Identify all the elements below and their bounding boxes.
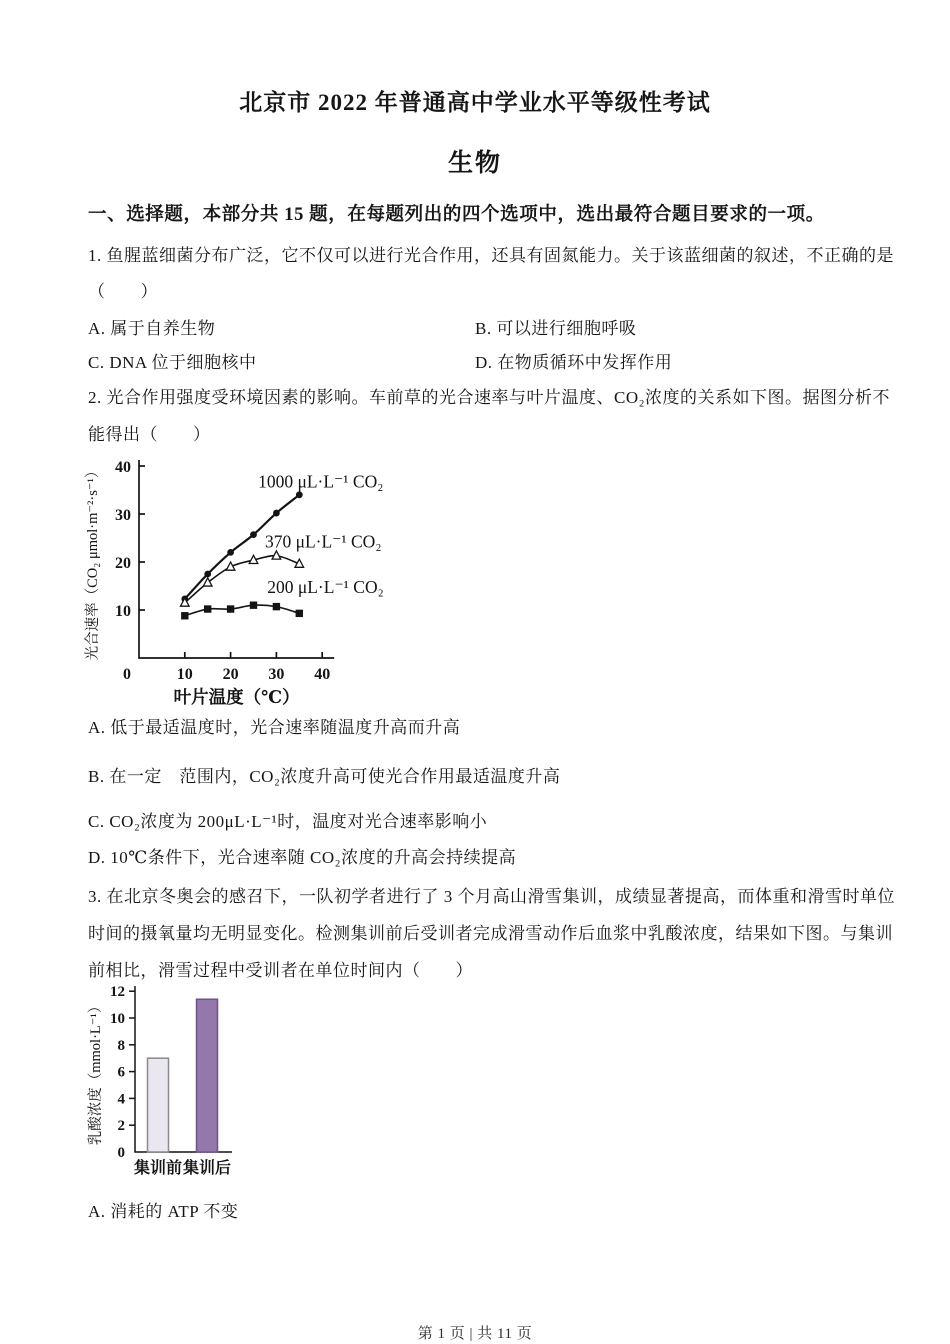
circle-marker [250, 531, 257, 538]
x-tick-label: 20 [222, 666, 239, 683]
y-tick-label: 30 [115, 507, 131, 524]
x-category-label: 集训后 [182, 1160, 232, 1177]
y-axis-label: 乳酸浓度（mmol·L⁻¹） [88, 998, 104, 1146]
q2-option-d: D. 10℃条件下，光合速率随 CO₂浓度的升高会持续提高 [88, 848, 517, 867]
series-annotation: 370 μL·L⁻¹ CO₂ [264, 531, 382, 552]
q1-option-d: D. 在物质循环中发挥作用 [475, 353, 673, 372]
co2-temperature-line-chart [84, 452, 444, 708]
question-1-text: 1. 鱼腥蓝细菌分布广泛，它不仅可以进行光合作用，还具有固氮能力。关于该蓝细菌的叙述，不正确的是 [88, 246, 894, 265]
x-tick-label: 10 [176, 666, 193, 683]
y-tick-label: 8 [117, 1037, 125, 1054]
q2-option-a: A. 低于最适温度时，光合速率随温度升高而升高 [88, 718, 461, 737]
question-2-text-line1: 2. 光合作用强度受环境因素的影响。车前草的光合速率与叶片温度、CO₂浓度的关系如下图。据图分析不 [88, 388, 891, 407]
q2-option-b: B. 在一定 范围内，CO₂浓度升高可使光合作用最适温度升高 [88, 767, 561, 786]
y-tick-label: 10 [115, 603, 131, 620]
y-tick-label: 4 [117, 1091, 125, 1108]
bar-before-training [148, 1058, 169, 1152]
origin-label: 0 [123, 666, 131, 683]
y-axis-label: 光合速率（CO₂ μmol·m⁻²·s⁻¹） [85, 463, 101, 661]
q1-option-a: A. 属于自养生物 [88, 319, 216, 338]
x-tick-label: 30 [268, 666, 285, 683]
q2-option-c: C. CO₂浓度为 200μL·L⁻¹时，温度对光合速率影响小 [88, 812, 488, 831]
x-category-label: 集训前 [133, 1160, 183, 1177]
series-200-co2 [181, 577, 384, 619]
y-tick-label: 20 [115, 555, 131, 572]
y-tick-label: 40 [115, 459, 131, 476]
question-2-text-line2: 能得出（ ） [88, 425, 211, 444]
page-footer: 第 1 页 | 共 11 页 [417, 1326, 533, 1342]
circle-marker [296, 491, 303, 498]
series-annotation: 1000 μL·L⁻¹ CO₂ [258, 471, 384, 492]
triangle-marker [203, 578, 212, 586]
q1-option-b: B. 可以进行细胞呼吸 [475, 319, 637, 338]
x-tick-label: 40 [314, 666, 331, 683]
series-annotation: 200 μL·L⁻¹ CO₂ [267, 577, 384, 598]
x-axis-label: 叶片温度（℃） [173, 687, 300, 707]
square-marker [181, 612, 188, 619]
lactate-bar-chart [85, 980, 305, 1185]
question-3-text-line2: 时间的摄氧量均无明显变化。检测集训前后受训者完成滑雪动作后血浆中乳酸浓度，结果如下图。与集训 [88, 924, 893, 943]
circle-marker [273, 510, 280, 517]
exam-title: 北京市 2022 年普通高中学业水平等级性考试 [239, 90, 711, 115]
section-heading: 一、选择题，本部分共 15 题，在每题列出的四个选项中，选出最符合题目要求的一项。 [88, 205, 825, 225]
square-marker [227, 605, 234, 612]
circle-marker [227, 549, 234, 556]
circle-marker [204, 571, 211, 578]
square-marker [250, 602, 257, 609]
question-3-text-line3: 前相比，滑雪过程中受训者在单位时间内（ ） [88, 961, 473, 980]
q3-option-a: A. 消耗的 ATP 不变 [88, 1202, 239, 1221]
y-tick-label: 10 [110, 1011, 125, 1027]
y-tick-label: 6 [117, 1064, 125, 1081]
question-1-answer-blank: （ ） [88, 282, 158, 301]
y-tick-label: 12 [110, 984, 125, 1001]
exam-subject: 生物 [447, 150, 502, 177]
square-marker [273, 603, 280, 610]
y-tick-label: 2 [117, 1118, 125, 1135]
bar-after-training [197, 999, 218, 1152]
y-tick-label: 0 [117, 1145, 125, 1161]
q1-option-c: C. DNA 位于细胞核中 [88, 353, 257, 372]
square-marker [296, 610, 303, 617]
square-marker [204, 605, 211, 612]
question-3-text-line1: 3. 在北京冬奥会的感召下，一队初学者进行了 3 个月高山滑雪集训，成绩显著提高，而体重和滑雪时单位 [88, 887, 895, 906]
